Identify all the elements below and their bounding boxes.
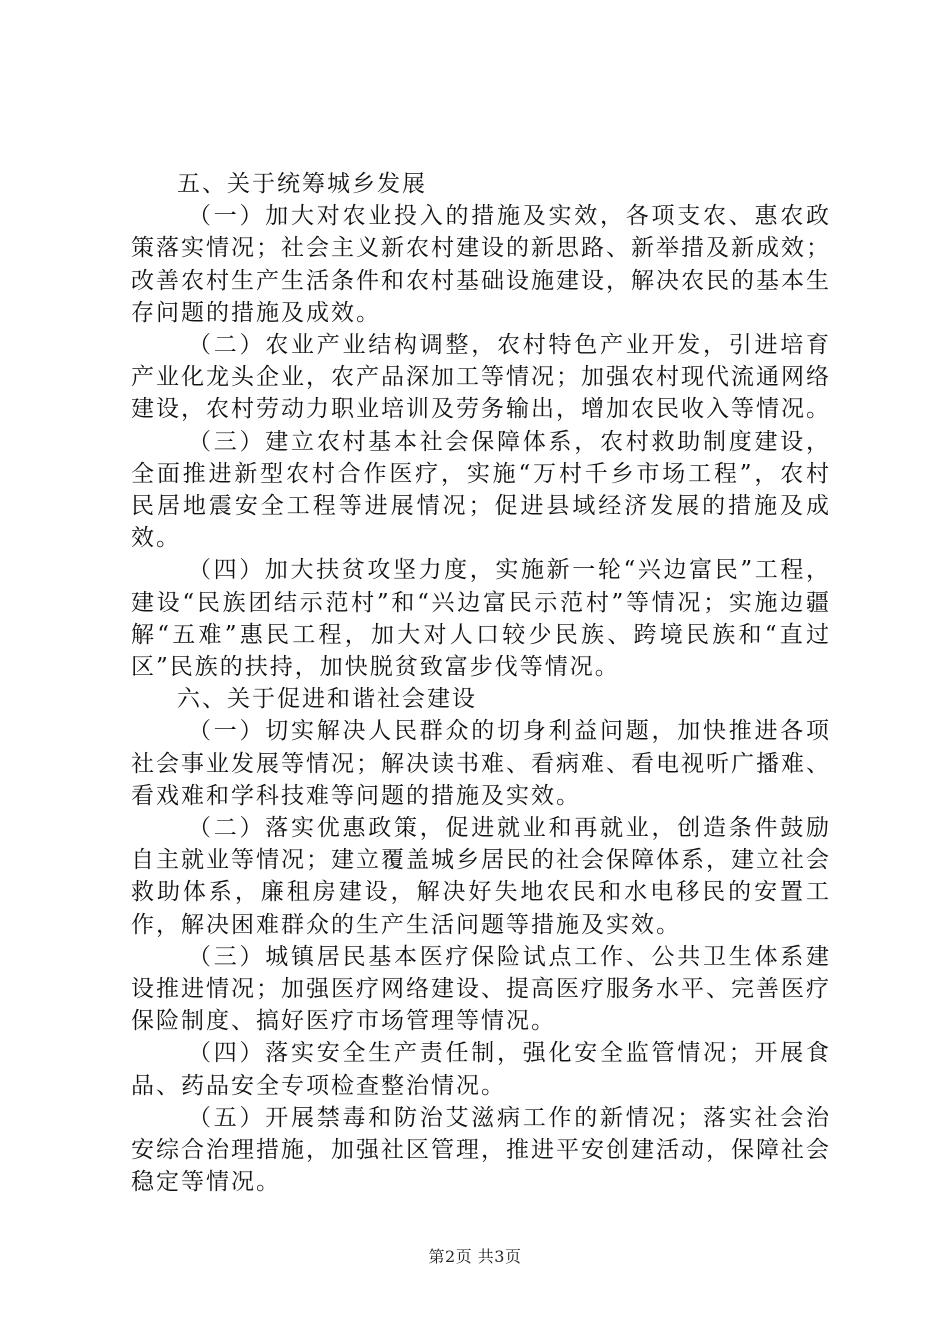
paragraph-6-3: （三）城镇居民基本医疗保险试点工作、公共卫生体系建设推进情况；加强医疗网络建设、提高医疗服务水平、完善医疗保险制度、搞好医疗市场管理等情况。 <box>131 943 831 1035</box>
page-number-footer: 第2页 共3页 <box>428 1247 522 1266</box>
paragraph-6-1: （一）切实解决人民群众的切身利益问题，加快推进各项社会事业发展等情况；解决读书难、看病难、看电视听广播难、看戏难和学科技难等问题的措施及实效。 <box>131 718 831 809</box>
paragraph-5-2: （二）农业产业结构调整，农村特色产业开发，引进培育产业化龙头企业，农产品深加工等情况；加强农村现代流通网络建设，农村劳动力职业培训及劳务输出，增加农民收入等情况。 <box>131 332 831 423</box>
paragraph-6-4: （四）落实安全生产责任制，强化安全监管情况；开展食品、药品安全专项检查整治情况。 <box>131 1040 831 1099</box>
paragraph-5-4: （四）加大扶贫攻坚力度，实施新一轮“兴边富民”工程，建设“民族团结示范村”和“兴边富民示范村”等情况；实施边疆解“五难”惠民工程，加大对人口较少民族、跨境民族和“直过区”民族的扶持，加快脱贫致富步伐等情况。 <box>131 557 831 681</box>
paragraph-5-1: （一）加大对农业投入的措施及实效，各项支农、惠农政策落实情况；社会主义新农村建设的新思路、新举措及新成效；改善农村生产生活条件和农村基础设施建设，解决农民的基本生存问题的措施及成效。 <box>131 203 831 326</box>
section-heading-5: 五、关于统筹城乡发展 <box>177 171 427 197</box>
paragraph-5-3: （三）建立农村基本社会保障体系，农村救助制度建设，全面推进新型农村合作医疗，实施“万村千乡市场工程”，农村民居地震安全工程等进展情况；促进县域经济发展的措施及成效。 <box>131 428 831 552</box>
paragraph-6-5: （五）开展禁毒和防治艾滋病工作的新情况；落实社会治安综合治理措施，加强社区管理，推进平安创建活动，保障社会稳定等情况。 <box>131 1104 831 1196</box>
section-heading-6: 六、关于促进和谐社会建设 <box>177 686 477 713</box>
document-body <box>131 168 831 1199</box>
paragraph-6-2: （二）落实优惠政策，促进就业和再就业，创造条件鼓励自主就业等情况；建立覆盖城乡居民的社会保障体系，建立社会救助体系，廉租房建设，解决好失地农民和水电移民的安置工作，解决困难群众的生产生活问题等措施及实效。 <box>131 815 831 938</box>
